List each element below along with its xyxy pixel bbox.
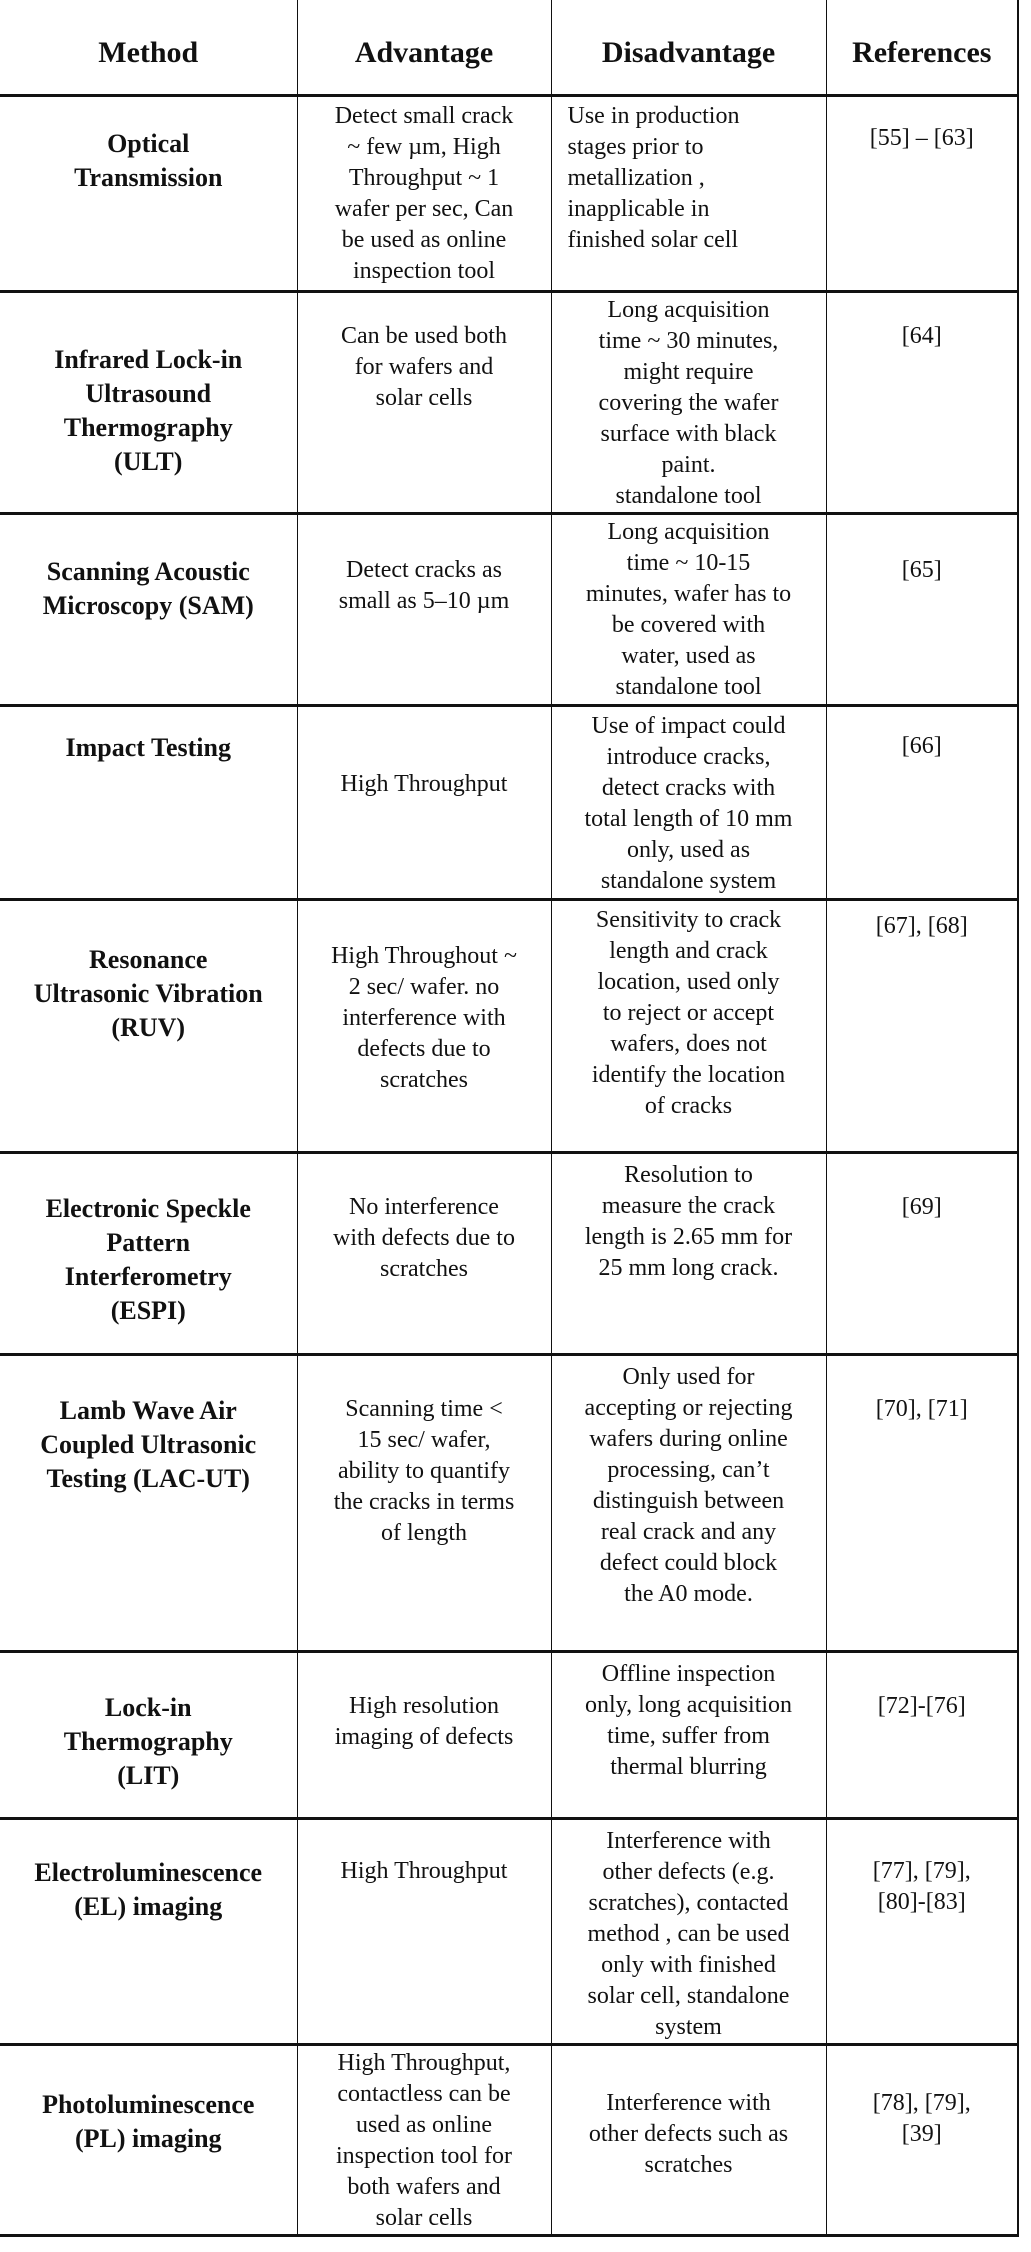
table-row <box>0 2044 1018 2235</box>
references-cell <box>826 1354 1018 1651</box>
method-cell <box>0 705 297 899</box>
disadvantage-cell-line: distinguish between <box>592 1487 785 1514</box>
method-cell-line: Scanning Acoustic <box>46 556 250 586</box>
advantage-cell-line: High Throughput <box>340 1857 508 1884</box>
method-cell-line: Resonance <box>89 944 208 974</box>
method-cell-line: Photoluminescence <box>42 2089 255 2119</box>
method-cell <box>0 2044 297 2235</box>
disadvantage-cell-line: Interference with <box>606 2089 771 2116</box>
disadvantage-cell-line: accepting or rejecting <box>584 1394 793 1421</box>
disadvantage-cell <box>551 95 826 291</box>
method-cell-line: Coupled Ultrasonic <box>40 1429 257 1459</box>
references-cell-line: [39] <box>901 2120 942 2147</box>
method-cell-line: Electroluminescence <box>34 1857 263 1887</box>
disadvantage-cell-line: water, used as <box>621 642 756 669</box>
advantage-cell-line: Scanning time < <box>345 1395 503 1422</box>
disadvantage-cell-line: the A0 mode. <box>624 1580 753 1607</box>
advantage-cell-line: Can be used both <box>341 322 507 349</box>
disadvantage-cell-line: Long acquisition <box>607 518 770 545</box>
advantage-cell-line: ability to quantify <box>338 1457 510 1484</box>
table-row <box>0 513 1018 705</box>
references-cell-line: [69] <box>901 1193 942 1220</box>
advantage-cell <box>297 1354 551 1651</box>
advantage-cell-line: contactless can be <box>337 2080 511 2107</box>
disadvantage-cell <box>551 291 826 513</box>
disadvantage-cell-line: system <box>655 2013 722 2040</box>
disadvantage-cell-line: processing, can’t <box>607 1456 770 1483</box>
disadvantage-cell <box>551 2044 826 2235</box>
method-cell <box>0 1651 297 1818</box>
method-cell-line: (ULT) <box>114 446 183 476</box>
table-row <box>0 899 1018 1152</box>
advantage-cell-line: No interference <box>349 1193 499 1220</box>
method-cell-line: (RUV) <box>111 1012 186 1042</box>
disadvantage-cell-line: Resolution to <box>624 1161 753 1188</box>
advantage-cell-line: for wafers and <box>354 353 494 380</box>
method-cell-line: Interferometry <box>64 1261 232 1291</box>
references-cell <box>826 513 1018 705</box>
advantage-cell-line: High resolution <box>349 1692 499 1719</box>
table-row <box>0 1818 1018 2044</box>
disadvantage-cell-line: surface with black <box>600 420 777 447</box>
disadvantage-cell-line: total length of 10 mm <box>584 805 793 832</box>
references-cell <box>826 705 1018 899</box>
disadvantage-cell-line: length and crack <box>609 937 768 964</box>
method-cell <box>0 1152 297 1354</box>
disadvantage-cell-line: to reject or accept <box>602 999 775 1026</box>
disadvantage-cell-line: Use in production <box>567 102 740 129</box>
disadvantage-cell-line: only with finished <box>601 1951 776 1978</box>
disadvantage-cell-line: measure the crack <box>601 1192 776 1219</box>
disadvantage-cell-line: introduce cracks, <box>606 743 771 770</box>
method-cell-line: Thermography <box>63 412 233 442</box>
advantage-cell-line: inspection tool for <box>336 2142 512 2169</box>
disadvantage-cell-line: inapplicable in <box>567 195 710 222</box>
advantage-cell-line: 2 sec/ wafer. no <box>348 973 500 1000</box>
disadvantage-cell-line: covering the wafer <box>598 389 779 416</box>
advantage-cell <box>297 1818 551 2044</box>
disadvantage-cell <box>551 705 826 899</box>
disadvantage-cell-line: time ~ 30 minutes, <box>598 327 779 354</box>
advantage-cell-line: High Throughout ~ <box>331 942 517 969</box>
disadvantage-cell-line: Long acquisition <box>607 296 770 323</box>
advantage-cell-line: inspection tool <box>353 257 495 284</box>
table-body <box>0 95 1018 2235</box>
table-row <box>0 705 1018 899</box>
references-cell <box>826 1651 1018 1818</box>
references-cell-line: [55] – [63] <box>869 124 974 151</box>
method-cell-line: (LIT) <box>117 1760 180 1790</box>
disadvantage-cell-line: be covered with <box>611 611 766 638</box>
disadvantage-cell <box>551 1651 826 1818</box>
method-cell <box>0 513 297 705</box>
disadvantage-cell-line: Use of impact could <box>591 712 786 739</box>
method-cell-line: Ultrasonic Vibration <box>33 978 263 1008</box>
disadvantage-cell-line: Sensitivity to crack <box>595 906 782 933</box>
method-cell <box>0 899 297 1152</box>
disadvantage-cell <box>551 1818 826 2044</box>
advantage-cell-line: Detect cracks as <box>346 556 502 583</box>
disadvantage-cell-line: metallization , <box>567 164 705 191</box>
advantage-cell-line: High Throughput <box>340 770 508 797</box>
method-cell-line: Lock-in <box>104 1692 192 1722</box>
advantage-cell-line: used as online <box>356 2111 492 2138</box>
advantage-cell <box>297 705 551 899</box>
disadvantage-cell-line: paint. <box>661 451 716 478</box>
disadvantage-cell-line: wafers during online <box>589 1425 788 1452</box>
disadvantage-cell-line: time, suffer from <box>607 1722 770 1749</box>
disadvantage-cell-line: defect could block <box>599 1549 778 1576</box>
method-cell <box>0 1818 297 2044</box>
method-cell <box>0 1354 297 1651</box>
disadvantage-cell-line: other defects (e.g. <box>602 1858 775 1885</box>
references-cell-line: [77], [79], <box>872 1857 971 1884</box>
advantage-cell-line: defects due to <box>357 1035 491 1062</box>
disadvantage-cell-line: Offline inspection <box>601 1660 776 1687</box>
disadvantage-cell-line: minutes, wafer has to <box>585 580 792 607</box>
advantage-cell-line: imaging of defects <box>334 1723 514 1750</box>
advantage-cell <box>297 291 551 513</box>
disadvantage-cell-line: method , can be used <box>587 1920 790 1947</box>
header-advantage: Advantage <box>297 0 551 95</box>
header-row <box>0 0 1018 95</box>
disadvantage-cell <box>551 1152 826 1354</box>
method-cell-line: (EL) imaging <box>74 1891 223 1921</box>
disadvantage-cell-line: standalone system <box>600 867 777 894</box>
disadvantage-cell-line: Only used for <box>622 1363 755 1390</box>
disadvantage-cell-line: scratches <box>644 2151 733 2178</box>
advantage-cell <box>297 1651 551 1818</box>
advantage-cell-line: ~ few µm, High <box>347 133 501 160</box>
advantage-cell-line: Throughput ~ 1 <box>348 164 500 191</box>
method-cell-line: Infrared Lock-in <box>54 344 243 374</box>
disadvantage-cell-line: finished solar cell <box>567 226 739 253</box>
advantage-cell-line: scratches <box>380 1255 468 1282</box>
disadvantage-cell-line: Interference with <box>606 1827 771 1854</box>
disadvantage-cell-line: 25 mm long crack. <box>598 1254 779 1281</box>
disadvantage-cell-line: detect cracks with <box>601 774 776 801</box>
references-cell-line: [72]-[76] <box>877 1692 966 1719</box>
disadvantage-cell-line: standalone tool <box>615 673 762 700</box>
references-cell <box>826 899 1018 1152</box>
disadvantage-cell-line: stages prior to <box>567 133 704 160</box>
advantage-cell-line: solar cells <box>375 2204 473 2231</box>
advantage-cell-line: High Throughput, <box>337 2049 511 2076</box>
references-cell-line: [70], [71] <box>875 1395 968 1422</box>
advantage-cell-line: wafer per sec, Can <box>334 195 514 222</box>
disadvantage-cell <box>551 899 826 1152</box>
disadvantage-cell-line: other defects such as <box>588 2120 789 2147</box>
advantage-cell-line: Detect small crack <box>334 102 514 129</box>
disadvantage-cell-line: only, used as <box>626 836 751 863</box>
disadvantage-cell-line: identify the location <box>591 1061 786 1088</box>
references-cell-line: [78], [79], <box>872 2089 971 2116</box>
references-cell-line: [80]-[83] <box>877 1888 966 1915</box>
disadvantage-cell-line: solar cell, standalone <box>587 1982 790 2009</box>
advantage-cell-line: interference with <box>342 1004 506 1031</box>
table-row <box>0 1651 1018 1818</box>
advantage-cell-line: solar cells <box>375 384 473 411</box>
disadvantage-cell-line: only, long acquisition <box>584 1691 793 1718</box>
disadvantage-cell-line: standalone tool <box>615 482 762 509</box>
disadvantage-cell-line: of cracks <box>644 1092 733 1119</box>
advantage-cell <box>297 1152 551 1354</box>
method-cell-line: Electronic Speckle <box>45 1193 251 1223</box>
disadvantage-cell-line: might require <box>623 358 754 385</box>
references-cell-line: [65] <box>901 556 942 583</box>
disadvantage-cell-line: location, used only <box>597 968 780 995</box>
advantage-cell <box>297 513 551 705</box>
advantage-cell-line: with defects due to <box>333 1224 515 1251</box>
references-cell <box>826 95 1018 291</box>
header-disadvantage: Disadvantage <box>551 0 826 95</box>
method-cell-line: Impact Testing <box>65 732 231 762</box>
advantage-cell <box>297 899 551 1152</box>
header-method: Method <box>0 0 297 95</box>
method-cell-line: (PL) imaging <box>74 2123 222 2153</box>
method-cell-line: Lamb Wave Air <box>59 1395 237 1425</box>
disadvantage-cell-line: time ~ 10-15 <box>626 549 751 576</box>
advantage-cell-line: be used as online <box>341 226 507 253</box>
method-cell-line: (ESPI) <box>110 1295 186 1325</box>
method-cell-line: Pattern <box>106 1227 191 1257</box>
method-cell-line: Microscopy (SAM) <box>42 590 254 620</box>
advantage-cell-line: of length <box>381 1519 467 1546</box>
table-row <box>0 291 1018 513</box>
method-cell-line: Ultrasound <box>85 378 212 408</box>
table-row <box>0 1152 1018 1354</box>
advantage-cell-line: the cracks in terms <box>333 1488 515 1515</box>
references-cell <box>826 1818 1018 2044</box>
method-cell <box>0 95 297 291</box>
disadvantage-cell <box>551 1354 826 1651</box>
advantage-cell-line: both wafers and <box>347 2173 501 2200</box>
references-cell-line: [66] <box>901 732 942 759</box>
advantage-cell <box>297 95 551 291</box>
method-cell-line: Thermography <box>63 1726 233 1756</box>
disadvantage-cell-line: wafers, does not <box>610 1030 767 1057</box>
advantage-cell-line: 15 sec/ wafer, <box>357 1426 491 1453</box>
disadvantage-cell-line: real crack and any <box>600 1518 777 1545</box>
references-cell <box>826 2044 1018 2235</box>
method-cell-line: Optical <box>107 128 190 158</box>
references-cell <box>826 291 1018 513</box>
method-cell <box>0 291 297 513</box>
advantage-cell-line: scratches <box>380 1066 468 1093</box>
disadvantage-cell <box>551 513 826 705</box>
references-cell-line: [67], [68] <box>875 912 968 939</box>
table-row <box>0 95 1018 291</box>
method-cell-line: Testing (LAC-UT) <box>46 1463 250 1493</box>
method-cell-line: Transmission <box>74 162 223 192</box>
header-references: References <box>826 0 1018 95</box>
disadvantage-cell-line: scratches), contacted <box>588 1889 789 1916</box>
disadvantage-cell-line: length is 2.65 mm for <box>584 1223 793 1250</box>
advantage-cell <box>297 2044 551 2235</box>
references-cell <box>826 1152 1018 1354</box>
table-row <box>0 1354 1018 1651</box>
disadvantage-cell-line: thermal blurring <box>610 1753 767 1780</box>
references-cell-line: [64] <box>901 322 942 349</box>
advantage-cell-line: small as 5–10 µm <box>338 587 510 614</box>
